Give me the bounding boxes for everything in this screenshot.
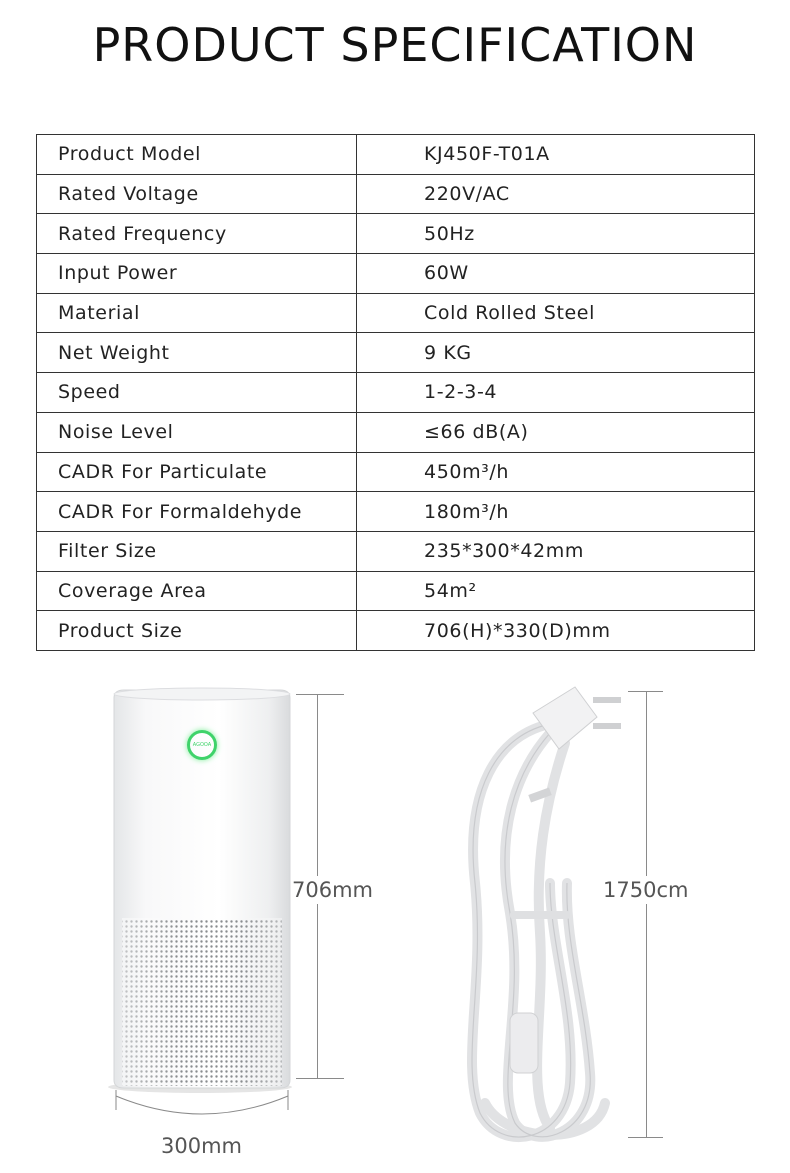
diameter-arc — [110, 1088, 294, 1128]
spec-value: KJ450F-T01A — [357, 135, 755, 175]
table-row — [37, 214, 755, 254]
spec-label: Net Weight — [37, 333, 357, 373]
spec-label: Product Size — [37, 611, 357, 651]
spec-label: Filter Size — [37, 531, 357, 571]
table-row — [37, 452, 755, 492]
spec-value: 235*300*42mm — [357, 531, 755, 571]
brand-logo-text: AGOOA — [192, 742, 212, 748]
table-row — [37, 373, 755, 413]
spec-value: 50Hz — [357, 214, 755, 254]
table-row — [37, 254, 755, 294]
spec-value: 450m³/h — [357, 452, 755, 492]
purifier-height-label: 706mm — [292, 878, 373, 902]
table-row — [37, 333, 755, 373]
spec-value: 54m² — [357, 571, 755, 611]
table-row — [37, 135, 755, 175]
power-cable-image — [455, 683, 630, 1153]
spec-label: Input Power — [37, 254, 357, 294]
spec-label: Noise Level — [37, 412, 357, 452]
spec-value: 220V/AC — [357, 174, 755, 214]
table-row — [37, 174, 755, 214]
dimension-tick-bottom — [296, 1078, 344, 1079]
table-row — [37, 492, 755, 532]
cable-tick-bottom — [628, 1137, 663, 1138]
spec-value: 60W — [357, 254, 755, 294]
spec-label: Coverage Area — [37, 571, 357, 611]
spec-label: Product Model — [37, 135, 357, 175]
spec-label: Rated Frequency — [37, 214, 357, 254]
spec-value: 180m³/h — [357, 492, 755, 532]
spec-value: 706(H)*330(D)mm — [357, 611, 755, 651]
page-title: PRODUCT SPECIFICATION — [92, 18, 698, 72]
brand-logo — [187, 730, 217, 760]
table-row — [37, 531, 755, 571]
spec-label: Rated Voltage — [37, 174, 357, 214]
spec-label: CADR For Particulate — [37, 452, 357, 492]
dimension-line-cable — [646, 691, 647, 1138]
spec-value: 1-2-3-4 — [357, 373, 755, 413]
table-row — [37, 611, 755, 651]
spec-label: Material — [37, 293, 357, 333]
purifier-diameter-label: 300mm — [161, 1134, 242, 1158]
table-row — [37, 293, 755, 333]
dimension-tick-top — [296, 694, 344, 695]
spec-value: Cold Rolled Steel — [357, 293, 755, 333]
spec-table — [36, 134, 755, 651]
table-row — [37, 571, 755, 611]
spec-label: Speed — [37, 373, 357, 413]
table-row — [37, 412, 755, 452]
cable-length-label: 1750cm — [603, 878, 689, 902]
spec-value: ≤66 dB(A) — [357, 412, 755, 452]
spec-label: CADR For Formaldehyde — [37, 492, 357, 532]
spec-value: 9 KG — [357, 333, 755, 373]
